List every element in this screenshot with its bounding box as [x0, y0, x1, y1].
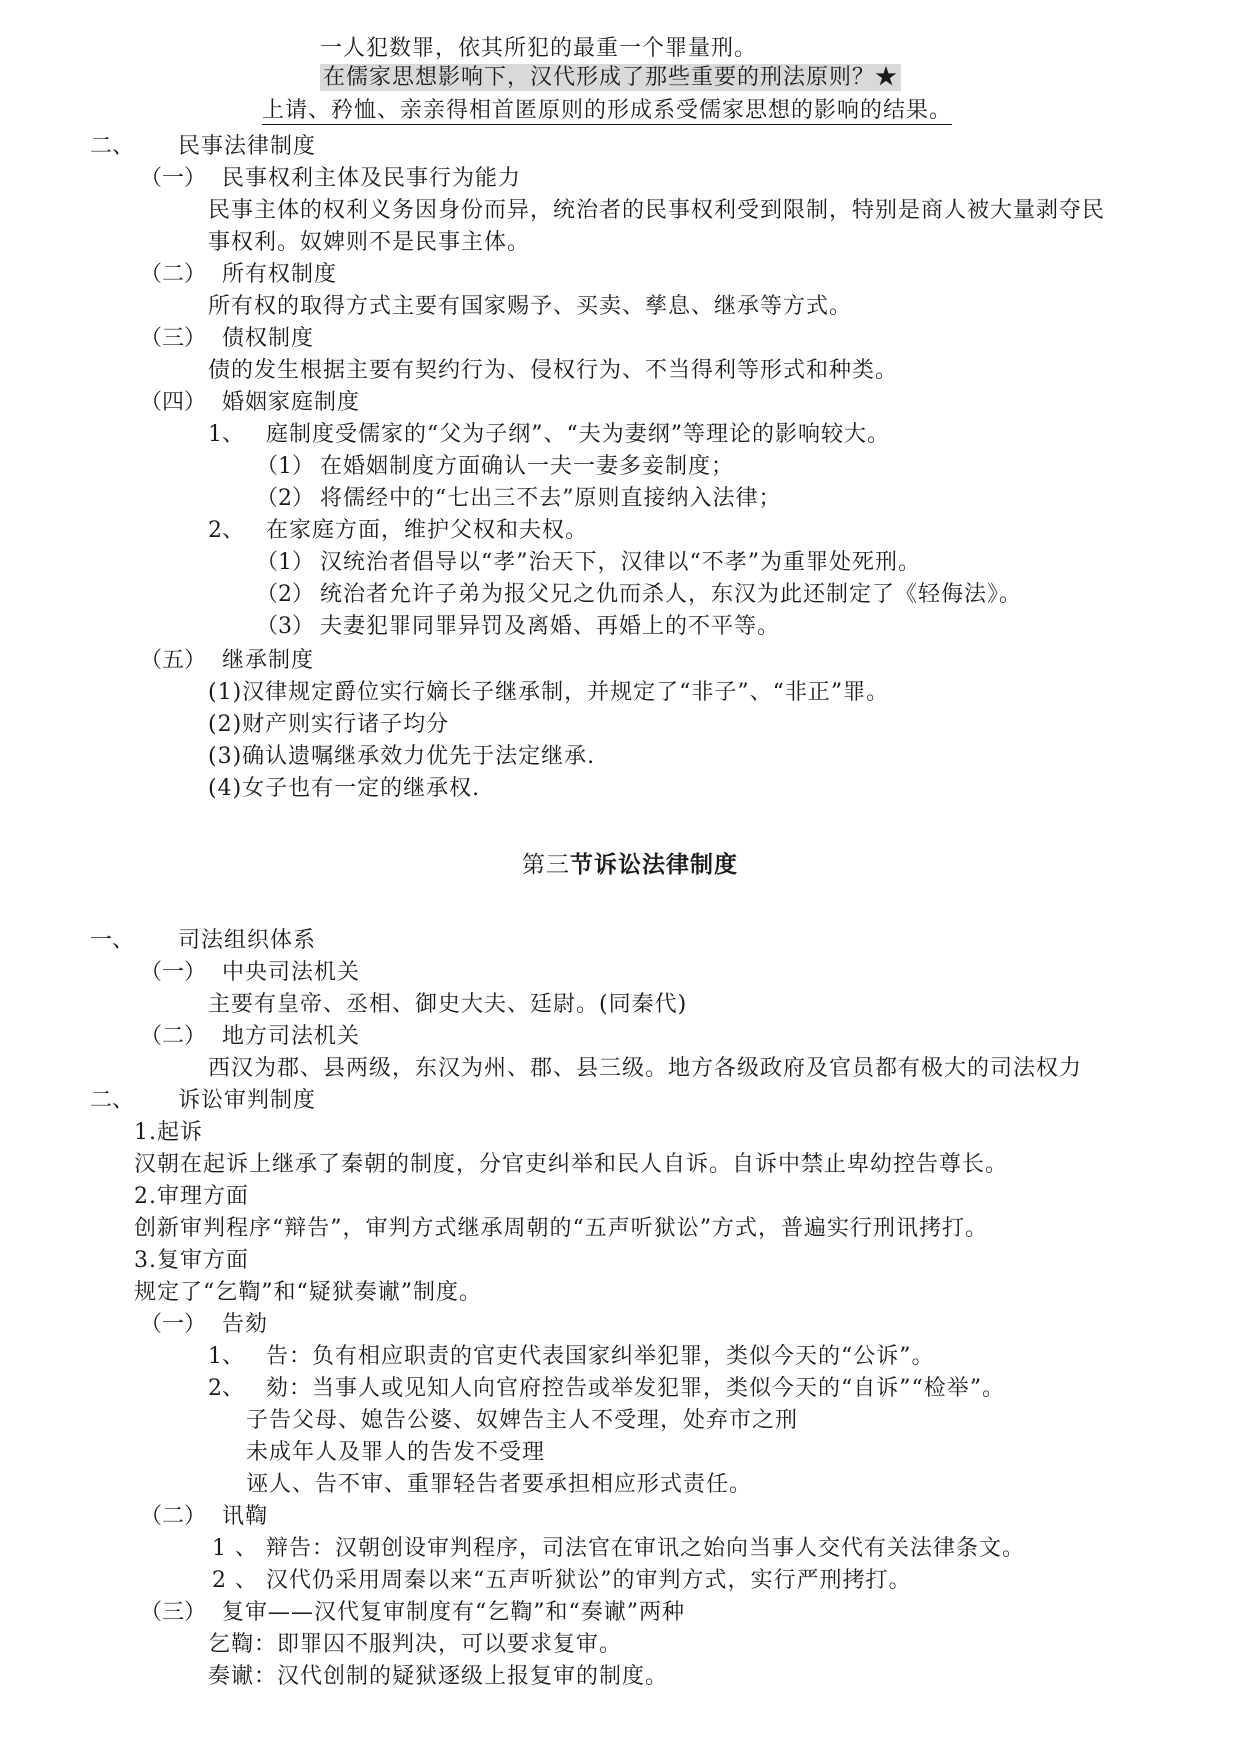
underlined-answer: 上请、矜恤、亲亲得相首匿原则的形成系受儒家思想的影响的结果。: [262, 98, 953, 123]
item-text: 2 、 汉代仍采用周秦以来“五声听狱讼”的审判方式，实行严刑拷打。: [212, 1568, 912, 1593]
paragraph-line: 乞鞫：即罪囚不服判决，可以要求复审。: [208, 1632, 623, 1657]
item-number: 1、: [208, 1344, 244, 1369]
subsection-heading: 婚姻家庭制度: [222, 390, 361, 415]
section-number: 二、: [90, 134, 135, 159]
section-number: 二、: [90, 1088, 135, 1113]
numbered-heading: 3.复审方面: [134, 1248, 249, 1273]
item-number: 2、: [208, 518, 244, 543]
list-item: (2)财产则实行诸子均分: [208, 712, 450, 737]
subitem-number: （3）: [256, 614, 314, 639]
subsection-number: （二）: [140, 1024, 207, 1049]
subsection-number: （二）: [140, 262, 207, 287]
section-heading: 司法组织体系: [178, 928, 317, 953]
list-item: (3)确认遗嘱继承效力优先于法定继承.: [208, 744, 596, 769]
subitem-text: 在婚姻制度方面确认一夫一妻多妾制度；: [320, 454, 735, 479]
list-item: (4)女子也有一定的继承权.: [208, 776, 481, 801]
answer-line: [262, 96, 952, 126]
subitem-text: 统治者允许子弟为报父兄之仇而杀人，东汉为此还制定了《轻侮法》。: [320, 582, 1023, 607]
item-number: 2、: [208, 1376, 244, 1401]
subsection-heading: 复审——汉代复审制度有“乞鞫”和“奏谳”两种: [222, 1600, 685, 1625]
subitem-number: （2）: [256, 582, 314, 607]
question-line: [320, 63, 901, 93]
subsection-number: （四）: [140, 390, 207, 415]
item-text: 庭制度受儒家的“父为子纲”、“夫为妻纲”等理论的影响较大。: [266, 422, 890, 447]
section-title: [522, 850, 738, 880]
item-text: 1 、 辩告：汉朝创设审判程序，司法官在审讯之始向当事人交代有关法律条文。: [212, 1536, 1025, 1561]
subsection-number: （一）: [140, 960, 207, 985]
section-title-main: 节诉讼法律制度: [570, 851, 738, 878]
numbered-heading: 2.审理方面: [134, 1184, 249, 1209]
paragraph-line: 事权利。奴婢则不是民事主体。: [208, 230, 531, 255]
subsection-number: （一）: [140, 1312, 207, 1337]
paragraph-line: 主要有皇帝、丞相、御史大夫、廷尉。(同秦代): [208, 992, 688, 1017]
paragraph-line: 未成年人及罪人的告发不受理: [246, 1440, 546, 1465]
paragraph-line: 债的发生根据主要有契约行为、侵权行为、不当得利等形式和种类。: [208, 358, 899, 383]
subitem-number: （2）: [256, 486, 314, 511]
subsection-heading: 债权制度: [222, 326, 315, 351]
subsection-number: （二）: [140, 1504, 207, 1529]
paragraph-line: 所有权的取得方式主要有国家赐予、买卖、孳息、继承等方式。: [208, 294, 853, 319]
item-text: 劾：当事人或见知人向官府控告或举发犯罪，类似今天的“自诉”“检举”。: [266, 1376, 1005, 1401]
subsection-number: （五）: [140, 648, 207, 673]
numbered-heading: 1.起诉: [134, 1120, 203, 1145]
subsection-heading: 民事权利主体及民事行为能力: [222, 166, 522, 191]
section-heading: 民事法律制度: [178, 134, 317, 159]
paragraph-line: 奏谳：汉代创制的疑狱逐级上报复审的制度。: [208, 1664, 669, 1689]
subsection-heading: 中央司法机关: [222, 960, 361, 985]
subsection-number: （三）: [140, 1600, 207, 1625]
subitem-number: （1）: [256, 454, 314, 479]
section-title-prefix: 第三: [522, 852, 570, 878]
subsection-number: （一）: [140, 166, 207, 191]
paragraph-line: 汉朝在起诉上继承了秦朝的制度，分官吏纠举和民人自诉。自诉中禁止卑幼控告尊长。: [134, 1152, 1009, 1177]
paragraph-line: 创新审判程序“辩告”，审判方式继承周朝的“五声听狱讼”方式，普遍实行刑讯拷打。: [134, 1216, 988, 1241]
highlighted-question: 在儒家思想影响下，汉代形成了那些重要的刑法原则？★: [320, 64, 901, 91]
item-text: 在家庭方面，维护父权和夫权。: [266, 518, 589, 543]
subitem-text: 将儒经中的“七出三不去”原则直接纳入法律；: [320, 486, 782, 511]
subsection-heading: 地方司法机关: [222, 1024, 361, 1049]
subitem-number: （1）: [256, 550, 314, 575]
subsection-number: （三）: [140, 326, 207, 351]
subsection-heading: 讯鞫: [222, 1504, 269, 1529]
subitem-text: 汉统治者倡导以“孝”治天下，汉律以“不孝”为重罪处死刑。: [320, 550, 921, 575]
item-number: 1、: [208, 422, 244, 447]
text-line: 一人犯数罪，依其所犯的最重一个罪量刑。: [320, 36, 758, 61]
paragraph-line: 民事主体的权利义务因身份而异，统治者的民事权利受到限制，特别是商人被大量剥夺民: [208, 198, 1106, 223]
paragraph-line: 子告父母、媳告公婆、奴婢告主人不受理，处弃市之刑: [246, 1408, 799, 1433]
paragraph-line: 西汉为郡、县两级，东汉为州、郡、县三级。地方各级政府及官员都有极大的司法权力: [208, 1056, 1083, 1081]
subitem-text: 夫妻犯罪同罪异罚及离婚、再婚上的不平等。: [320, 614, 781, 639]
paragraph-line: 规定了“乞鞫”和“疑狱奏谳”制度。: [134, 1280, 482, 1305]
subsection-heading: 告劾: [222, 1312, 269, 1337]
list-item: (1)汉律规定爵位实行嫡长子继承制，并规定了“非子”、“非正”罪。: [208, 680, 890, 705]
section-heading: 诉讼审判制度: [178, 1088, 317, 1113]
subsection-heading: 所有权制度: [222, 262, 338, 287]
subsection-heading: 继承制度: [222, 648, 315, 673]
section-number: 一、: [90, 928, 135, 953]
item-text: 告：负有相应职责的官吏代表国家纠举犯罪，类似今天的“公诉”。: [266, 1344, 935, 1369]
paragraph-line: 诬人、告不审、重罪轻告者要承担相应形式责任。: [246, 1472, 753, 1497]
